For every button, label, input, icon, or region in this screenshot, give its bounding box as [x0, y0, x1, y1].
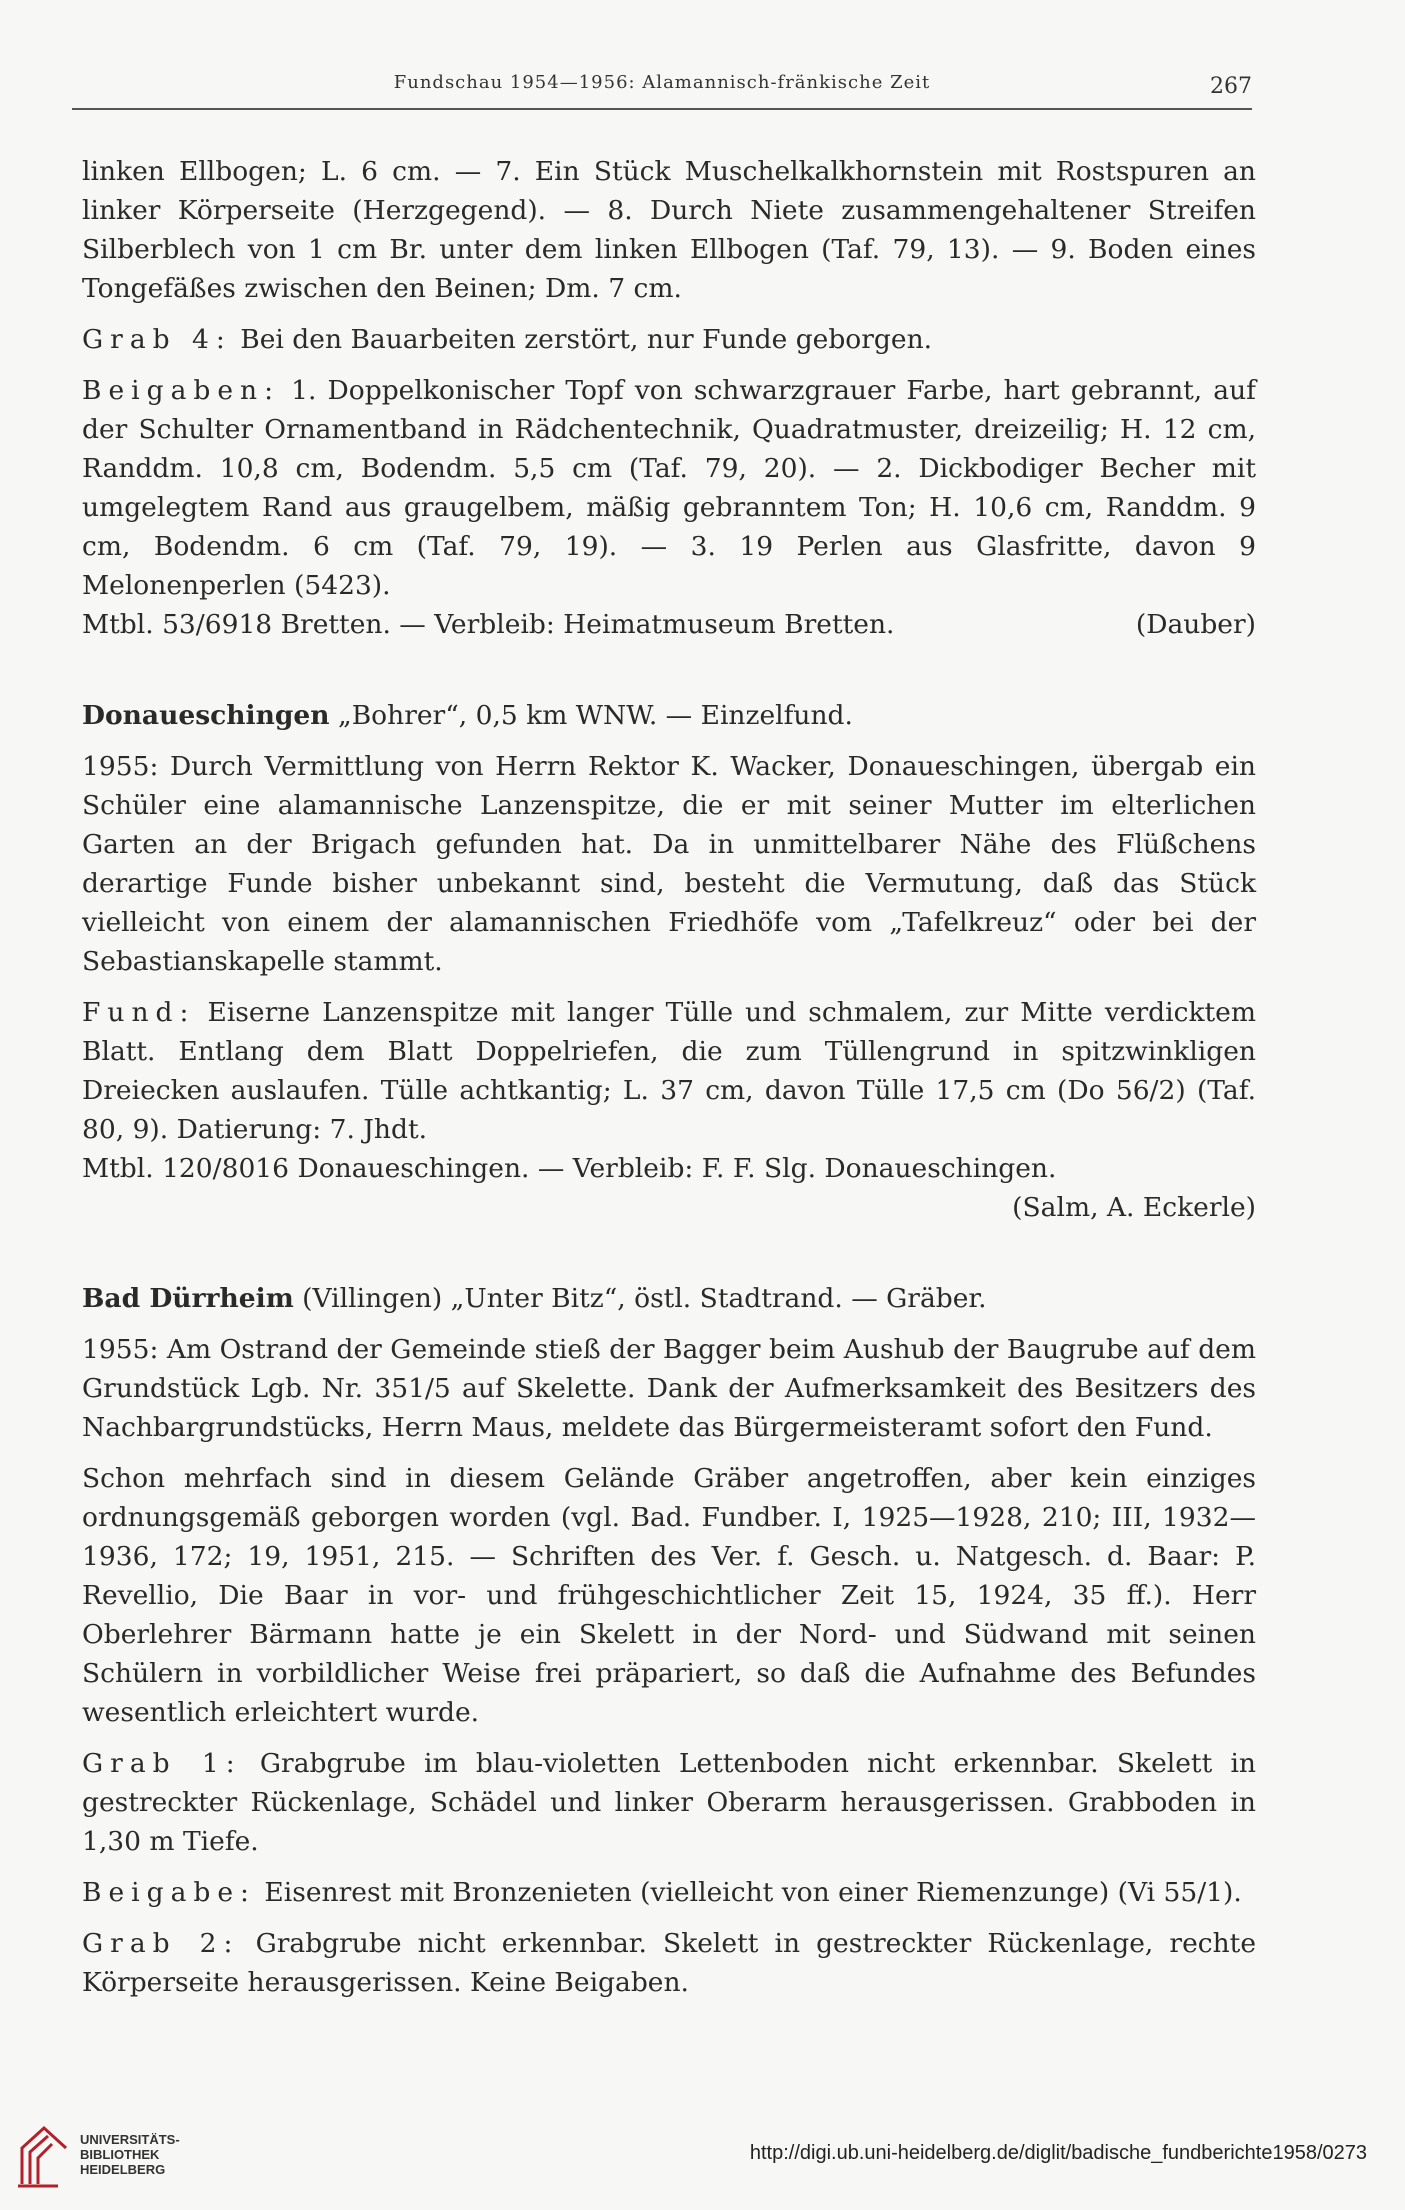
site-heading-bad-duerrheim: [82, 1279, 1256, 1318]
page-body: [82, 152, 1256, 2014]
beigaben-text: 1. Doppelkonischer Topf von schwarzgrauer Farbe, hart gebrannt, auf der Schulter Ornamentband in Rädchentechnik, Quadratmuster, dreizeilig; H. 12 cm, Randdm. 10,8 cm, Bodendm. 5,5 cm (Taf. 79, 20). — 2. Dickbodiger Becher mit umgelegtem Rand aus graugelbem, mäßig gebranntem Ton; H. 10,6 cm, Randdm. 9 cm, Bodendm. 6 cm (Taf. 79, 19). — 3. 19 Perlen aus Glasfritte, davon 9 Melonenperlen (5423).: [82, 375, 1256, 601]
site-name-donaueschingen: Donaueschingen: [82, 700, 330, 731]
report-1955-bad-duerrheim: 1955: Am Ostrand der Gemeinde stieß der Bagger beim Aushub der Baugrube auf dem Grundstück Lgb. Nr. 351/5 auf Skelette. Dank der Aufmerksamkeit des Besitzers des Nachbargrundstücks, Herrn Maus, meldete das Bürgermeisteramt sofort den Fund.: [82, 1334, 1256, 1443]
grab-2-text: Grabgrube nicht erkennbar. Skelett in gestreckter Rückenlage, rechte Körperseite herausgerissen. Keine Beigaben.: [82, 1928, 1257, 1998]
grab-4-text: Bei den Bauarbeiten zerstört, nur Funde geborgen.: [240, 324, 933, 355]
beigabe-label: Beigabe:: [82, 1877, 256, 1908]
mtbl-donaueschingen: Mtbl. 120/8016 Donaueschingen. — Verbleib: F. F. Slg. Donaueschingen.: [82, 1153, 1057, 1184]
fund-entry: [82, 993, 1256, 1227]
library-logo-icon: [14, 2122, 74, 2192]
grab-1-entry: [82, 1744, 1256, 1861]
mtbl-bretten: Mtbl. 53/6918 Bretten. — Verbleib: Heimatmuseum Bretten.: [82, 609, 895, 640]
grab-4-label: Grab 4:: [82, 324, 232, 355]
author-salm-eckerle: (Salm, A. Eckerle): [1012, 1192, 1256, 1223]
page-footer: [0, 2110, 1405, 2210]
report-1955-donaueschingen: 1955: Durch Vermittlung von Herrn Rektor K. Wacker, Donaueschingen, übergab ein Schüler eine alamannische Lanzenspitze, die er mit seiner Mutter im elterlichen Garten an der Brigach gefunden hat. Da in unmittelbarer Nähe des Flüßchens derartige Funde bisher unbekannt sind, besteht die Vermutung, daß das Stück vielleicht von einem der alamannischen Friedhöfe vom „Tafelkreuz“ oder bei der Sebastianskapelle stammt.: [82, 751, 1256, 977]
mtbl-line-bretten: [82, 605, 1256, 644]
library-line-1: UNIVERSITÄTS-: [80, 2132, 180, 2147]
paragraph-continuation: linken Ellbogen; L. 6 cm. — 7. Ein Stück Muschelkalkhornstein mit Rostspuren an linker Körperseite (Herzgegend). — 8. Durch Niete zusammengehaltener Streifen Silberblech von 1 cm Br. unter dem linken Ellbogen (Taf. 79, 13). — 9. Boden eines Tongefäßes zwischen den Beinen; Dm. 7 cm.: [82, 156, 1256, 304]
grab-1-label: Grab 1:: [82, 1748, 242, 1779]
site-name-bad-duerrheim: Bad Dürrheim: [82, 1283, 294, 1314]
site-detail-bad-duerrheim: (Villingen) „Unter Bitz“, östl. Stadtrand. — Gräber.: [302, 1283, 987, 1314]
page-number: 267: [1210, 74, 1252, 99]
beigaben-label: Beigaben:: [82, 375, 281, 406]
author-dauber: (Dauber): [1135, 609, 1256, 640]
site-detail-donaueschingen: „Bohrer“, 0,5 km WNW. — Einzelfund.: [337, 700, 853, 731]
source-url-link[interactable]: http://digi.ub.uni-heidelberg.de/diglit/badische_fundberichte1958/0273: [749, 2142, 1367, 2164]
beigaben-entry: [82, 371, 1256, 644]
paragraph-schon: Schon mehrfach sind in diesem Gelände Gräber angetroffen, aber kein einziges ordnungsgemäß geborgen worden (vgl. Bad. Fundber. I, 1925—1928, 210; III, 1932—1936, 172; 19, 1951, 215. — Schriften des Ver. f. Gesch. u. Natgesch. d. Baar: P. Revellio, Die Baar in vor- und frühgeschichtlicher Zeit 15, 1924, 35 ff.). Herr Oberlehrer Bärmann hatte je ein Skelett in der Nord- und Südwand mit seinen Schülern in vorbildlicher Weise frei präpariert, so daß die Aufnahme des Befundes wesentlich erleichtert wurde.: [82, 1463, 1256, 1728]
running-head: Fundschau 1954—1956: Alamannisch-fränkische Zeit: [393, 72, 931, 93]
beigabe-text: Eisenrest mit Bronzenieten (vielleicht von einer Riemenzunge) (Vi 55/1).: [264, 1877, 1242, 1908]
library-name: [80, 2132, 180, 2177]
grab-1-text: Grabgrube im blau-violetten Lettenboden nicht erkennbar. Skelett in gestreckter Rückenlage, Schädel und linker Oberarm herausgerissen. Grabboden in 1,30 m Tiefe.: [82, 1748, 1256, 1857]
library-line-3: HEIDELBERG: [80, 2162, 166, 2177]
grab-4-entry: [82, 320, 1256, 359]
grab-2-entry: [82, 1924, 1256, 2002]
grab-2-label: Grab 2:: [82, 1928, 240, 1959]
library-line-2: BIBLIOTHEK: [80, 2147, 160, 2162]
site-heading-donaueschingen: [82, 696, 1256, 735]
page-header: [72, 68, 1252, 110]
fund-label: Fund:: [82, 997, 196, 1028]
fund-text: Eiserne Lanzenspitze mit langer Tülle und schmalem, zur Mitte verdicktem Blatt. Entlang dem Blatt Doppelriefen, die zum Tüllengrund in spitzwinkligen Dreiecken auslaufen. Tülle achtkantig; L. 37 cm, davon Tülle 17,5 cm (Do 56/2) (Taf. 80, 9). Datierung: 7. Jhdt.: [82, 997, 1256, 1145]
beigabe-entry: [82, 1873, 1256, 1912]
